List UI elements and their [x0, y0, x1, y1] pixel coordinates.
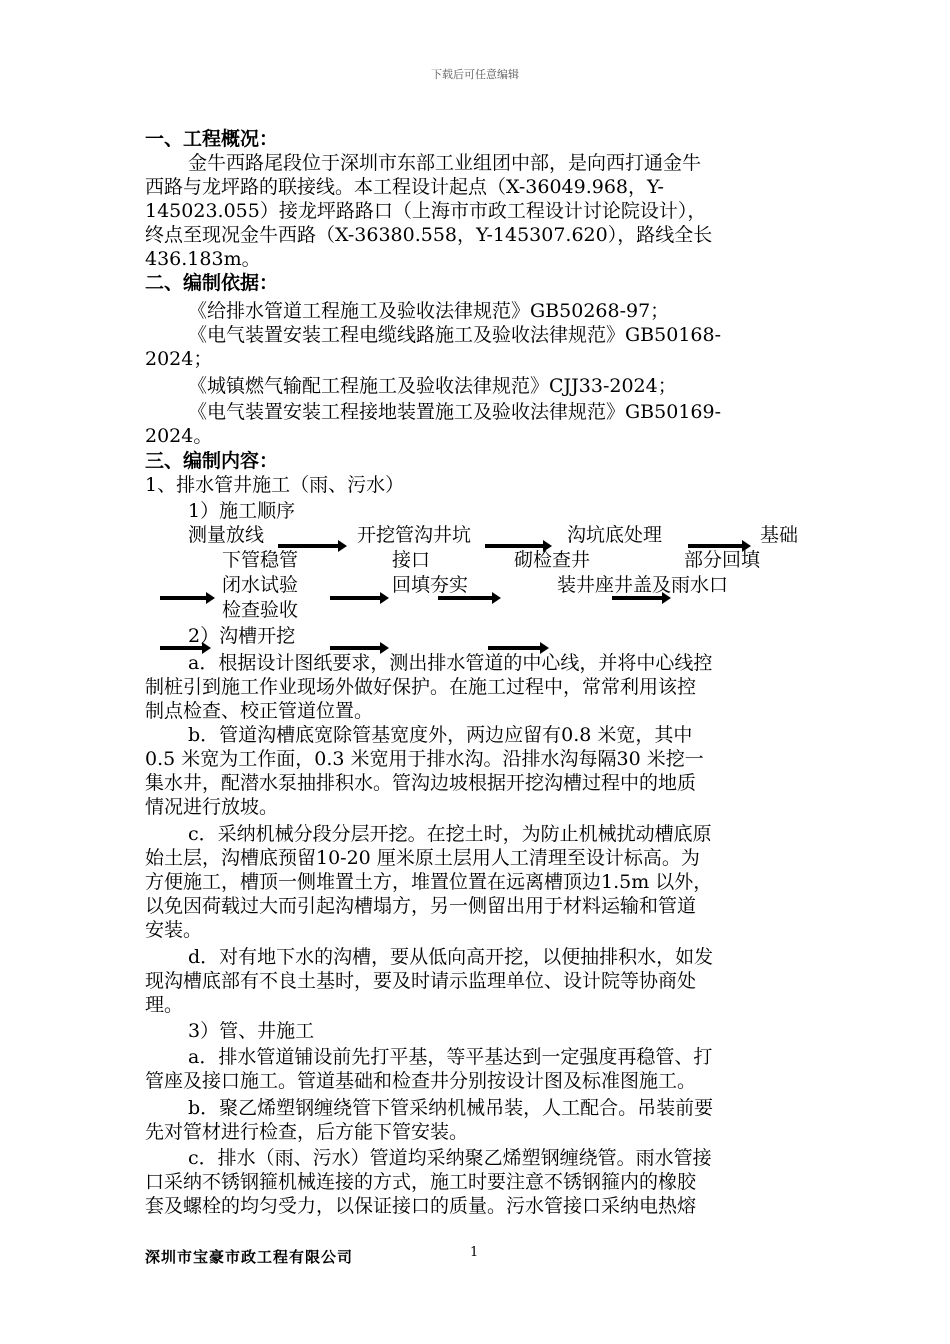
paragraph-line: 145023.055）接龙坪路路口（上海市市政工程设计讨论院设计）， — [145, 200, 707, 222]
flow-step: 基础 — [760, 524, 799, 546]
reference-line: 《给排水管道工程施工及验收法律规范》GB50268-97； — [188, 300, 670, 322]
paragraph-line: 先对管材进行检查，后方能下管安装。 — [145, 1121, 469, 1143]
paragraph-line: b．管道沟槽底宽除管基宽度外，两边应留有0.8 米宽，其中 — [188, 724, 693, 746]
section-heading-basis: 二、编制依据： — [145, 272, 279, 294]
flow-step: 装井座井盖及雨水口 — [557, 574, 729, 596]
step-title: 3）管、井施工 — [188, 1020, 315, 1042]
flow-arrow-icon — [278, 544, 340, 548]
section-heading-content: 三、编制内容： — [145, 450, 279, 472]
flow-step: 开挖管沟井坑 — [357, 524, 472, 546]
flow-arrow-icon — [160, 596, 208, 600]
paragraph-line: 方便施工，槽顶一侧堆置土方，堆置位置在远离槽顶边1.5m 以外， — [145, 871, 713, 893]
flow-step: 接口 — [392, 549, 431, 571]
flow-arrow-icon — [688, 544, 744, 548]
step-title: 2）沟槽开挖 — [188, 625, 296, 647]
paragraph-line: 情况进行放坡。 — [145, 796, 279, 818]
paragraph-line: 制桩引到施工作业现场外做好保护。在施工过程中，常常利用该控 — [145, 676, 697, 698]
paragraph-line: c．排水（雨、污水）管道均采纳聚乙烯塑钢缠绕管。雨水管接 — [188, 1147, 712, 1169]
paragraph-line: 0.5 米宽为工作面，0.3 米宽用于排水沟。沿排水沟每隔30 米挖一 — [145, 748, 704, 770]
paragraph-line: 理。 — [145, 994, 184, 1016]
flow-arrow-icon — [485, 544, 545, 548]
page-number: 1 — [470, 1245, 479, 1260]
paragraph-line: 安装。 — [145, 919, 203, 941]
paragraph-line: a．根据设计图纸要求，测出排水管道的中心线，并将中心线控 — [188, 652, 713, 674]
reference-line: 《电气装置安装工程接地装置施工及验收法律规范》GB50169- — [188, 401, 722, 423]
flow-step: 检查验收 — [222, 599, 299, 621]
paragraph-line: 西路与龙坪路的联接线。本工程设计起点（X-36049.968，Y- — [145, 176, 664, 198]
flow-arrow-icon — [330, 596, 382, 600]
paragraph-line: 始土层，沟槽底预留10-20 厘米原土层用人工清理至设计标高。为 — [145, 847, 700, 869]
flow-arrow-icon — [438, 596, 494, 600]
paragraph-line: 口采纳不锈钢箍机械连接的方式，施工时要注意不锈钢箍内的橡胶 — [145, 1171, 697, 1193]
paragraph-line: 金牛西路尾段位于深圳市东部工业组团中部，是向西打通金牛 — [188, 152, 702, 174]
paragraph-line: 集水井，配潜水泵抽排积水。管沟边坡根据开挖沟槽过程中的地质 — [145, 772, 697, 794]
paragraph-line: 管座及接口施工。管道基础和检查井分别按设计图及标准图施工。 — [145, 1070, 697, 1092]
reference-line: 《城镇燃气输配工程施工及验收法律规范》CJJ33-2024； — [188, 375, 677, 397]
flow-step: 测量放线 — [188, 524, 265, 546]
flow-step: 部分回填 — [684, 549, 761, 571]
reference-line: 2024； — [145, 348, 213, 370]
paragraph-line: 制点检查、校正管道位置。 — [145, 700, 374, 722]
flow-step: 回填夯实 — [392, 574, 469, 596]
paragraph-line: c．采纳机械分段分层开挖。在挖土时，为防止机械扰动槽底原 — [188, 823, 712, 845]
paragraph-line: 套及螺栓的均匀受力，以保证接口的质量。污水管接口采纳电热熔 — [145, 1195, 697, 1217]
flow-step: 下管稳管 — [222, 549, 299, 571]
subsection-title: 1、排水管井施工（雨、污水） — [145, 474, 405, 496]
paragraph-line: d．对有地下水的沟槽，要从低向高开挖，以便抽排积水，如发 — [188, 946, 714, 968]
header-note: 下载后可任意编辑 — [431, 68, 519, 81]
paragraph-line: 终点至现况金牛西路（X-36380.558，Y-145307.620），路线全长 — [145, 224, 713, 246]
flow-step: 闭水试验 — [222, 574, 299, 596]
reference-line: 2024。 — [145, 425, 213, 447]
paragraph-line: 现沟槽底部有不良土基时，要及时请示监理单位、设计院等协商处 — [145, 970, 697, 992]
paragraph-line: a．排水管道铺设前先打平基，等平基达到一定强度再稳管、打 — [188, 1046, 713, 1068]
section-heading-overview: 一、工程概况： — [145, 128, 279, 150]
footer-company-name: 深圳市宝豪市政工程有限公司 — [145, 1248, 354, 1266]
paragraph-line: 436.183m。 — [145, 248, 261, 270]
flow-step: 砌检查井 — [514, 549, 591, 571]
flow-arrow-icon — [612, 596, 664, 600]
paragraph-line: b．聚乙烯塑钢缠绕管下管采纳机械吊装，人工配合。吊装前要 — [188, 1097, 714, 1119]
step-title: 1）施工顺序 — [188, 500, 296, 522]
flow-step: 沟坑底处理 — [567, 524, 663, 546]
paragraph-line: 以免因荷载过大而引起沟槽塌方，另一侧留出用于材料运输和管道 — [145, 895, 697, 917]
reference-line: 《电气装置安装工程电缆线路施工及验收法律规范》GB50168- — [188, 324, 722, 346]
